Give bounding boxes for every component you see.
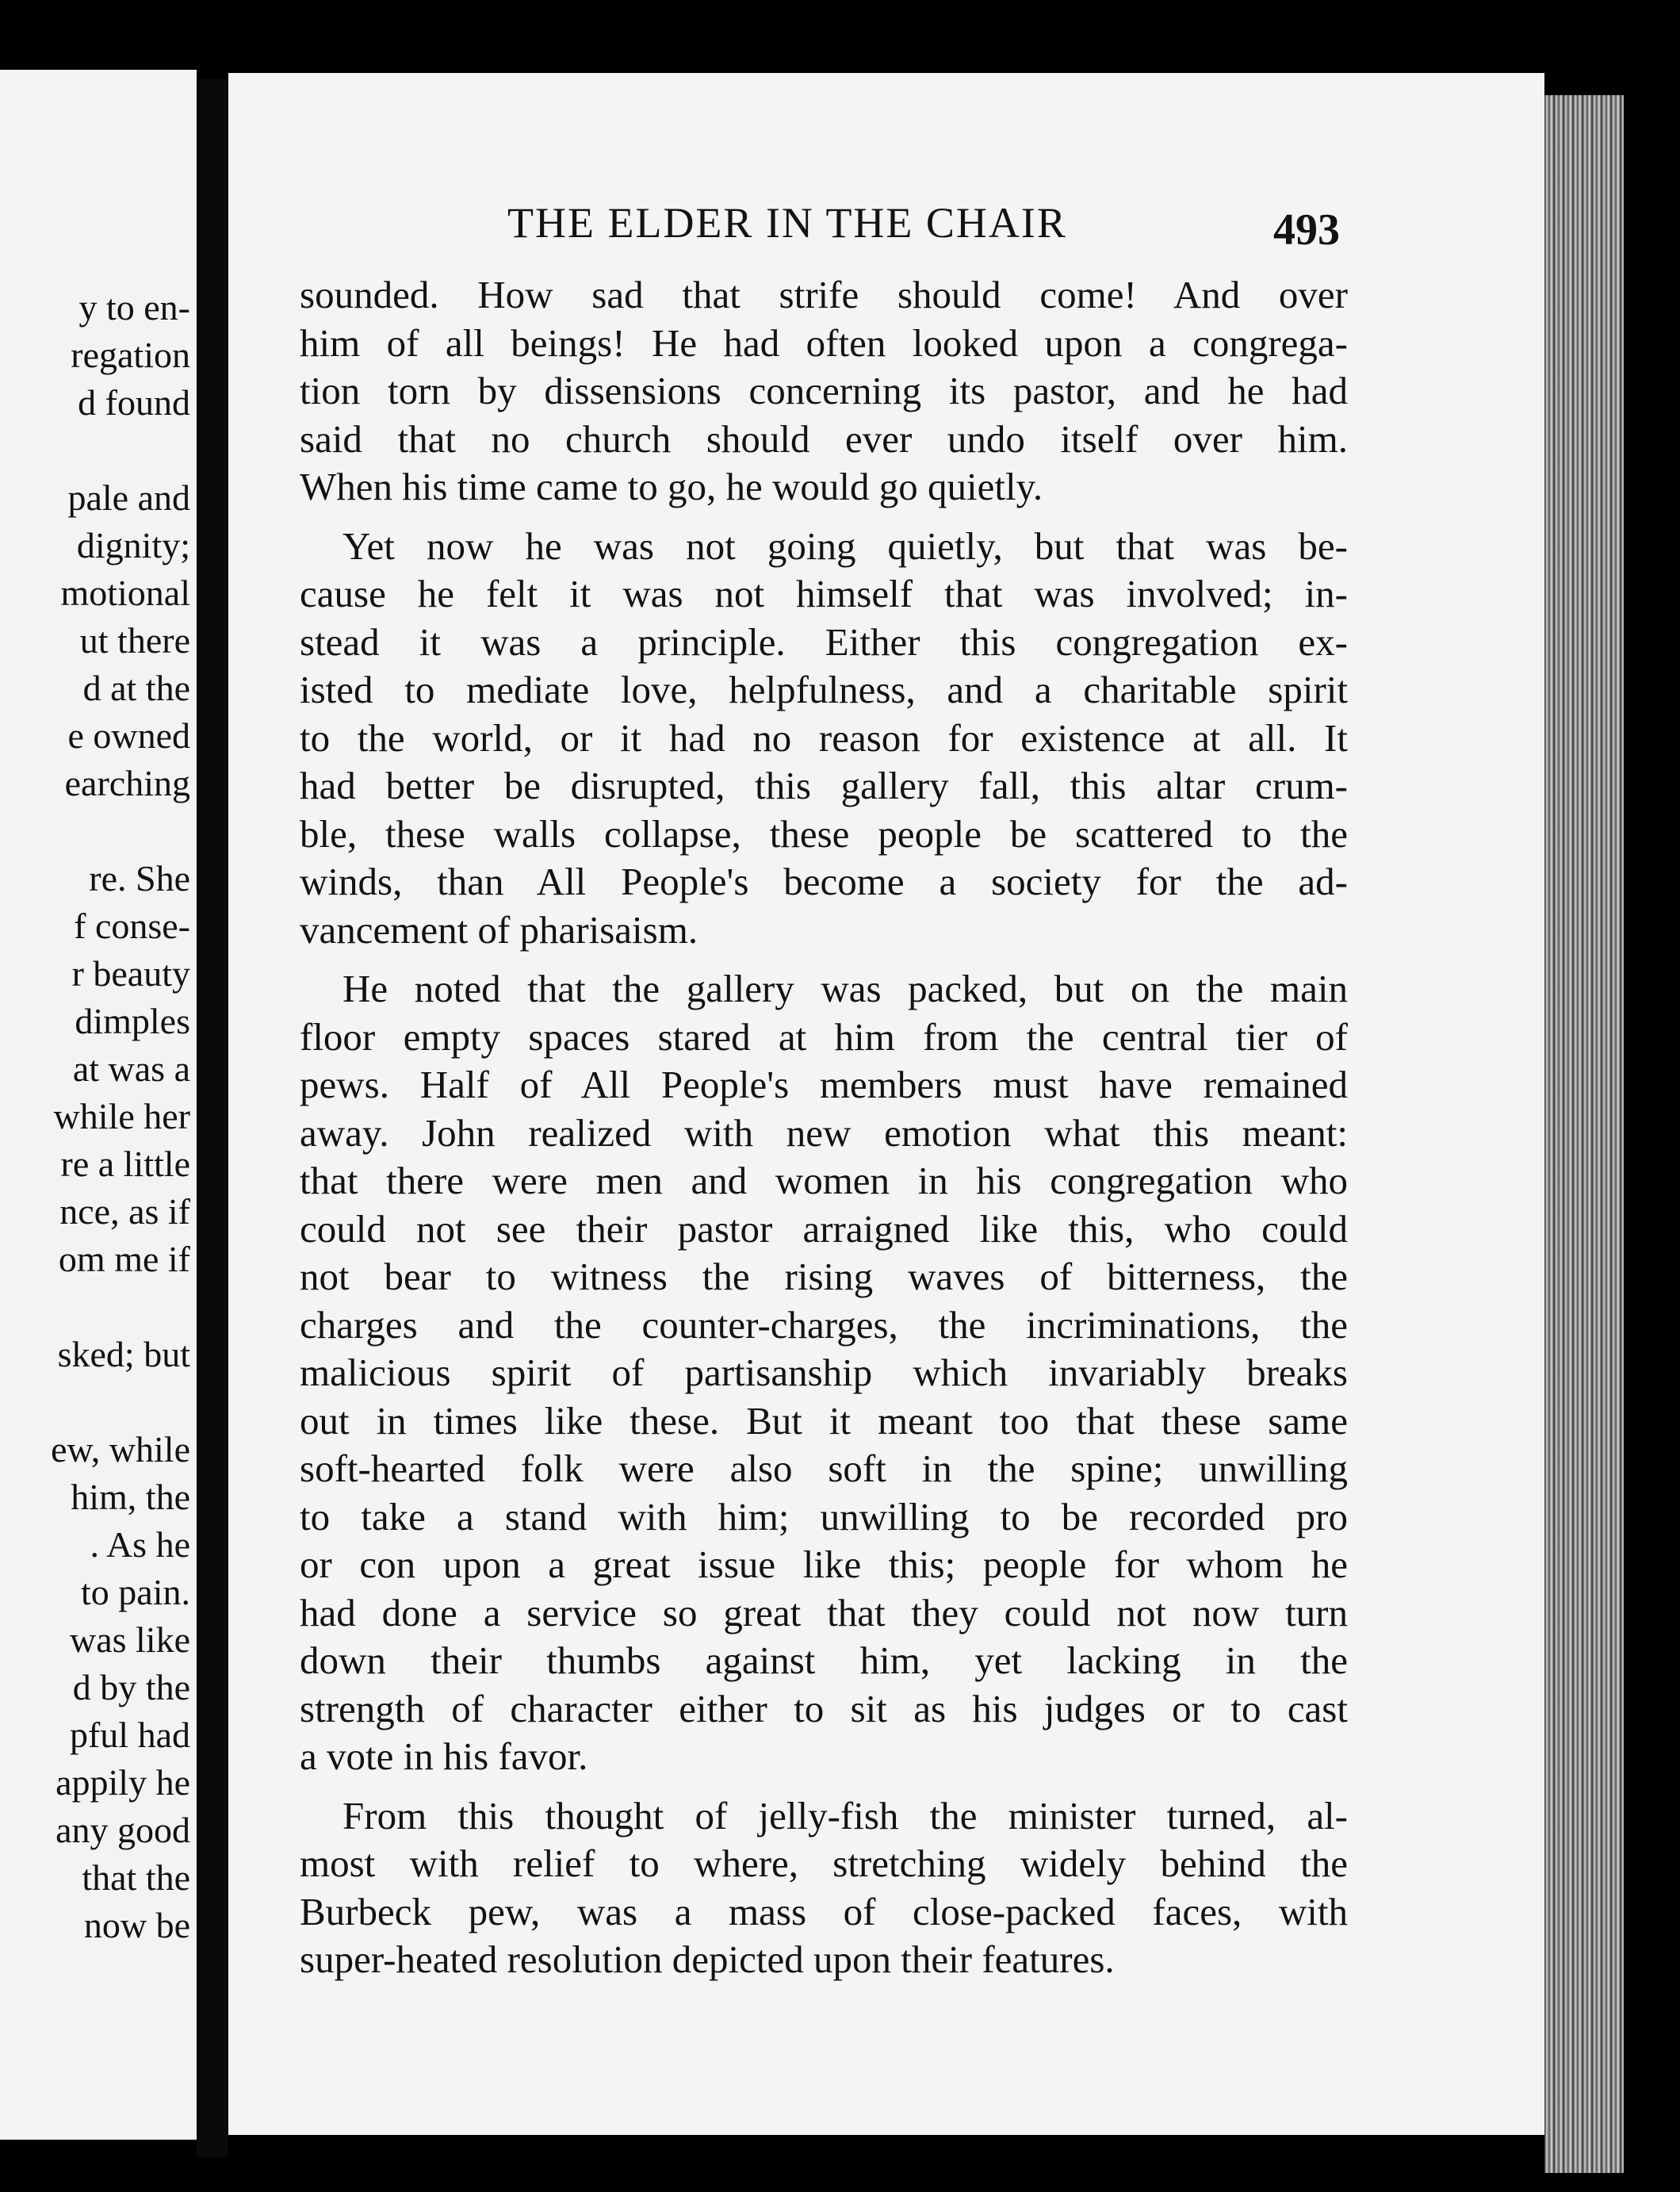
text-line: out in times like these. But it meant too that these same <box>300 1398 1348 1443</box>
left-page-line: at was a <box>72 1048 190 1089</box>
text-line: away. John realized with new emotion what this meant: <box>300 1110 1348 1155</box>
text-line: He noted that the gallery was packed, but on the main <box>343 967 1348 1010</box>
book-gutter <box>197 79 228 2157</box>
left-page-line: that the <box>82 1857 190 1898</box>
left-page-line: re. She <box>89 858 190 899</box>
page-edges <box>1544 95 1624 2173</box>
left-page-line: sked; but <box>57 1334 190 1374</box>
left-page-gap <box>0 1283 190 1331</box>
left-page-line: d found <box>78 382 190 423</box>
text-line: When his time came to go, he would go quietly. <box>300 465 1043 508</box>
text-line: Burbeck pew, was a mass of close-packed faces, with <box>300 1889 1348 1933</box>
text-line: Yet now he was not going quietly, but that was be- <box>343 523 1348 568</box>
text-line: cause he felt it was not himself that was involved; in- <box>300 572 1348 615</box>
text-line: down their thumbs against him, yet lacking in the <box>300 1638 1348 1682</box>
text-line: could not see their pastor arraigned like this, who could <box>300 1206 1348 1251</box>
left-page-line: dignity; <box>76 525 190 565</box>
page-number: 493 <box>1273 205 1340 255</box>
left-page-text <box>0 284 190 1949</box>
text-line: that there were men and women in his congregation who <box>300 1159 1348 1202</box>
left-page-line: dimples <box>75 1001 190 1041</box>
paragraph <box>300 523 1348 955</box>
left-page-line: d by the <box>72 1667 190 1707</box>
text-line: not bear to witness the rising waves of bitterness, the <box>300 1255 1348 1298</box>
text-line: floor empty spaces stared at him from the central tier of <box>300 1014 1348 1059</box>
left-page-gap <box>0 1378 190 1426</box>
text-line: had done a service so great that they could not now turn <box>300 1590 1348 1634</box>
left-page-fragment <box>0 70 197 2140</box>
left-page-line: f conse- <box>74 906 190 946</box>
text-line: isted to mediate love, helpfulness, and a charitable spirit <box>300 668 1348 711</box>
text-line: pews. Half of All People's members must have remained <box>300 1063 1348 1106</box>
text-line: sounded. How sad that strife should come! And over <box>300 273 1348 316</box>
left-page-line: him, the <box>71 1477 190 1517</box>
text-line: him of all beings! He had often looked upon a congrega- <box>300 320 1348 365</box>
page-header <box>228 190 1544 262</box>
left-page-line: om me if <box>58 1239 190 1279</box>
body-text <box>300 271 1348 1984</box>
left-page-line: appily he <box>55 1762 190 1803</box>
left-page-line: earching <box>64 763 190 803</box>
left-page-gap <box>0 807 190 855</box>
text-line: strength of character either to sit as his judges or to cast <box>300 1686 1348 1730</box>
left-page-line: e owned <box>67 715 190 756</box>
text-line: vancement of pharisaism. <box>300 907 698 952</box>
left-page-line: d at the <box>82 668 190 708</box>
left-page-line: now be <box>83 1905 190 1945</box>
paragraph <box>300 965 1348 1781</box>
text-line: malicious spirit of partisanship which invariably breaks <box>300 1351 1348 1394</box>
text-line: stead it was a principle. Either this congregation ex- <box>300 619 1348 664</box>
left-page-line: ut there <box>79 620 190 661</box>
paragraph <box>300 271 1348 512</box>
right-page <box>228 73 1544 2135</box>
text-line: said that no church should ever undo itself over him. <box>300 416 1348 461</box>
left-page-line: while her <box>53 1096 190 1136</box>
text-line: super-heated resolution depicted upon their features. <box>300 1937 1115 1981</box>
text-line: had better be disrupted, this gallery fall, this altar crum- <box>300 764 1348 807</box>
left-page-line: . As he <box>90 1524 190 1565</box>
text-line: tion torn by dissensions concerning its pastor, and he had <box>300 369 1348 412</box>
left-page-line: r beauty <box>71 953 190 994</box>
text-line: ble, these walls collapse, these people be scattered to the <box>300 811 1348 856</box>
text-line: to the world, or it had no reason for existence at all. It <box>300 715 1348 760</box>
paragraph <box>300 1792 1348 1984</box>
left-page-line: y to en- <box>78 287 190 328</box>
text-line: charges and the counter-charges, the incriminations, the <box>300 1302 1348 1347</box>
text-line: to take a stand with him; unwilling to be recorded pro <box>300 1494 1348 1539</box>
text-line: or con upon a great issue like this; people for whom he <box>300 1542 1348 1586</box>
running-title: THE ELDER IN THE CHAIR <box>507 199 1067 247</box>
left-page-line: motional <box>60 573 190 613</box>
text-line: most with relief to where, stretching widely behind the <box>300 1841 1348 1885</box>
left-page-line: pful had <box>69 1715 190 1755</box>
left-page-line: pale and <box>67 477 190 518</box>
text-line: From this thought of jelly-fish the minister turned, al- <box>343 1793 1348 1838</box>
text-line: winds, than All People's become a society for the ad- <box>300 860 1348 903</box>
left-page-line: ew, while <box>51 1429 190 1470</box>
left-page-gap <box>0 427 190 474</box>
left-page-line: regation <box>71 335 190 375</box>
left-page-line: any good <box>55 1810 190 1850</box>
left-page-line: nce, as if <box>59 1191 190 1232</box>
left-page-line: to pain. <box>81 1572 190 1612</box>
left-page-line: was like <box>69 1619 190 1660</box>
left-page-line: re a little <box>60 1144 190 1184</box>
text-line: a vote in his favor. <box>300 1734 588 1778</box>
text-line: soft-hearted folk were also soft in the spine; unwilling <box>300 1447 1348 1490</box>
